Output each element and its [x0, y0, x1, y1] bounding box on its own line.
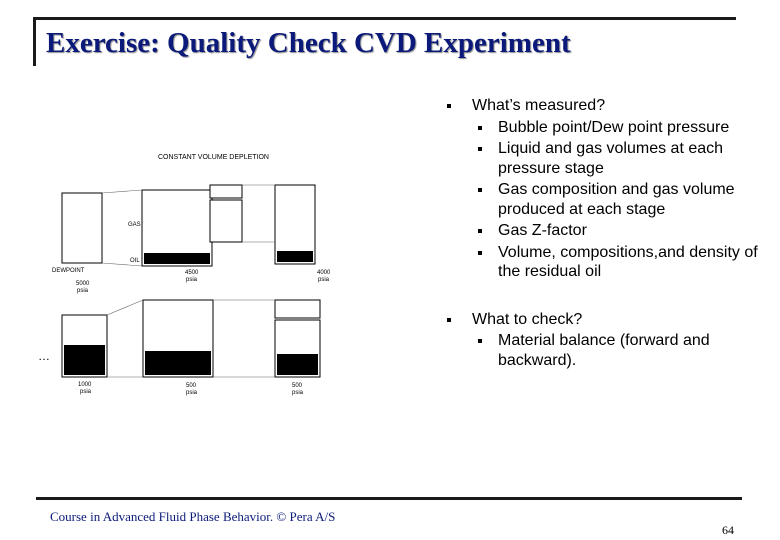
bullet-check-text: What to check?	[472, 310, 583, 328]
stage-1-unit: psia	[77, 288, 89, 294]
sub-bullet: Gas Z-factor	[472, 221, 765, 241]
stage-5-unit: psia	[186, 390, 198, 396]
cell-4000-b	[275, 185, 315, 264]
title-frame-left-rule	[33, 17, 36, 66]
slide-title: Exercise: Quality Check CVD Experiment	[46, 27, 571, 59]
cell-1000	[62, 315, 107, 377]
sub-bullet: Gas composition and gas volume produced at each stage	[472, 180, 765, 219]
title-frame-top-rule	[33, 17, 736, 20]
stage-6-unit: psia	[292, 390, 304, 396]
sub-bullet-marker	[478, 188, 482, 192]
stage-4-unit: psia	[80, 389, 92, 395]
page-number: 64	[722, 523, 734, 537]
bullet-measured-text: What’s measured?	[472, 97, 606, 114]
stage-4-pressure: 1000	[78, 382, 92, 388]
connector-1	[102, 190, 142, 193]
connector-5	[107, 300, 143, 315]
continuation-mark: …	[38, 349, 50, 363]
dewpoint-label: DEWPOINT	[52, 268, 85, 274]
bullet-measured	[445, 96, 765, 282]
bullet-marker	[447, 318, 451, 322]
cell-500	[143, 300, 213, 377]
footer-text: Course in Advanced Fluid Phase Behavior. © Pera A/S	[50, 509, 336, 524]
gas-label: GAS	[128, 222, 141, 228]
sub-bullet: Volume, compositions,and density of the residual oil	[472, 243, 765, 282]
sub-bullet: Liquid and gas volumes at each pressure stage	[472, 139, 765, 178]
diagram-title: CONSTANT VOLUME DEPLETION	[158, 154, 269, 161]
sub-bullet: Bubble point/Dew point pressure	[472, 118, 765, 138]
stage-1-pressure: 5000	[76, 281, 90, 287]
stage-6-pressure: 500	[292, 383, 303, 389]
bullet-list	[445, 96, 765, 370]
sub-bullet-marker	[478, 339, 482, 343]
cell-4500	[142, 190, 212, 266]
sub-bullet: Material balance (forward and backward).	[472, 331, 765, 370]
stage-3-unit: psia	[318, 277, 330, 283]
cell-500-b	[275, 300, 320, 377]
footer-rule	[36, 497, 742, 500]
stage-3-pressure: 4000	[317, 270, 330, 276]
stage-2-pressure: 4500	[185, 270, 199, 276]
cell-4000	[210, 185, 242, 242]
cell-dewpoint	[62, 193, 102, 263]
cvd-diagram	[30, 140, 330, 410]
stage-2-unit: psia	[186, 277, 198, 283]
sub-bullet-marker	[478, 126, 482, 130]
sub-bullet-marker	[478, 147, 482, 151]
oil-label: OIL	[130, 258, 140, 264]
stage-5-pressure: 500	[186, 383, 197, 389]
bullet-marker	[447, 104, 451, 108]
bullet-check	[445, 310, 765, 371]
sub-bullet-marker	[478, 251, 482, 255]
sub-bullet-marker	[478, 229, 482, 233]
